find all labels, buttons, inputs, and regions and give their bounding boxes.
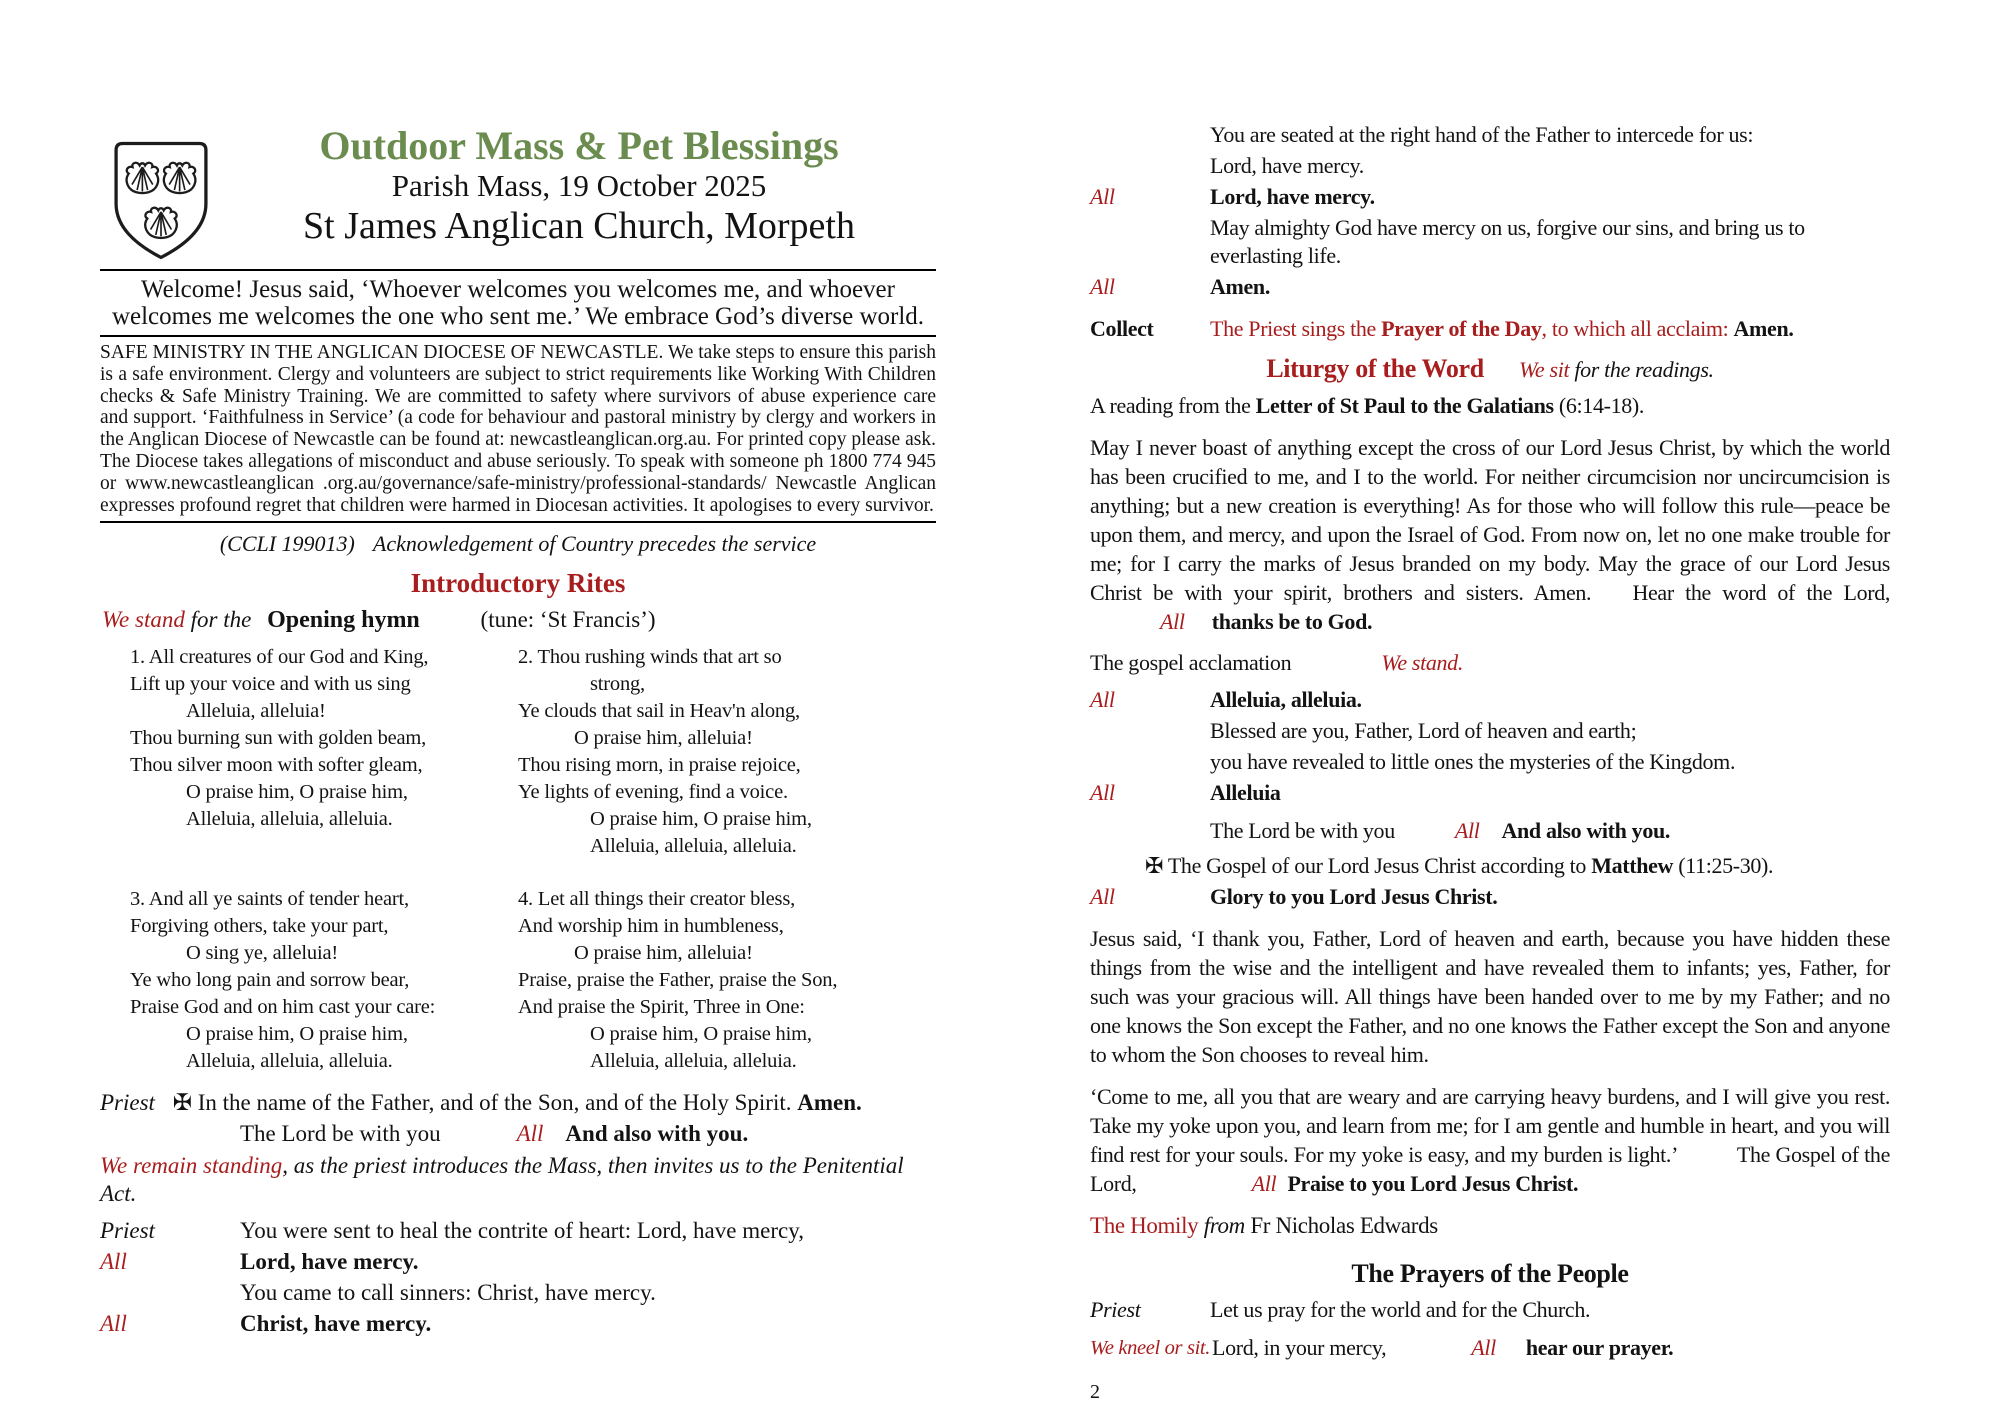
amen-response: Amen. (1733, 316, 1794, 341)
gospel-text-paragraph-2 (1090, 1082, 1890, 1198)
reading-reference: (6:14-18). (1558, 393, 1644, 418)
acclamation-verse: Blessed are you, Father, Lord of heaven and earth; (1210, 718, 1637, 743)
sign-of-cross-line (100, 1089, 936, 1117)
speaker-all: All (1090, 274, 1115, 299)
penitential-line (100, 1310, 936, 1338)
opening-hymn (100, 644, 936, 1075)
collect-line (1090, 315, 1890, 343)
speaker-priest: Priest (100, 1090, 155, 1116)
speaker-all: All (1454, 818, 1480, 843)
absolution-text: May almighty God have mercy on us, forgive our sins, and bring us to everlasting life. (1210, 215, 1805, 268)
hymn-line: O praise him, O praise him, (590, 808, 812, 831)
absolution-line (1090, 214, 1890, 270)
gospel-evangelist: Matthew (1591, 853, 1674, 878)
hymn-line: Praise God and on him cast your care: (130, 996, 436, 1019)
greeting-response: And also with you. (1501, 818, 1671, 843)
rubric-we-remain-standing: We remain standing (100, 1153, 283, 1179)
opening-hymn-rubric (102, 606, 936, 634)
gospel-intro-line (1090, 852, 1890, 880)
acclamation-line (1090, 717, 1890, 745)
section-heading-prayers-of-the-people: The Prayers of the People (1351, 1259, 1629, 1288)
greeting-text: The Lord be with you (1210, 818, 1395, 843)
ccli-acknowledgement-line (100, 530, 936, 558)
prayer-of-the-day: Prayer of the Day (1381, 316, 1542, 341)
scallop-shell-icon (164, 163, 196, 193)
rubric-for-the: for the (190, 607, 252, 633)
hymn-line: O praise him, O praise him, (186, 781, 408, 804)
thanks-response: thanks be to God. (1211, 609, 1373, 634)
acknowledgement-of-country: Acknowledgement of Country precedes the service (372, 531, 817, 557)
standing-rubric (100, 1152, 936, 1208)
penitential-line (100, 1217, 936, 1245)
glory-response: Glory to you Lord Jesus Christ. (1210, 884, 1498, 909)
acclamation-label: The gospel acclamation (1090, 650, 1292, 675)
in-the-name-text: ✠ In the name of the Father, and of the Son, and of the Holy Spirit. (172, 1090, 792, 1116)
hymn-line: Thou rising morn, in praise rejoice, (518, 754, 801, 777)
title-block (222, 110, 936, 248)
parish-crest-shield-icon (100, 138, 222, 264)
homily-label: The Homily (1090, 1213, 1199, 1238)
speaker-blank (100, 1279, 240, 1307)
prayers-response: hear our prayer. (1525, 1335, 1674, 1360)
reading-source: Letter of St Paul to the Galatians (1255, 393, 1554, 418)
amen-line (1090, 273, 1890, 301)
gospel-intro-pre: ✠ The Gospel of our Lord Jesus Christ according to (1145, 853, 1587, 878)
divider-rule (100, 335, 936, 337)
welcome-text: Welcome! Jesus said, ‘Whoever welcomes you welcomes me, and whoever welcomes me welcomes the one who sent me.’ We embrace God’s diverse world. (111, 276, 925, 330)
liturgy-of-the-word-heading (1090, 355, 1890, 384)
amen-response: Amen. (797, 1090, 862, 1116)
page-number: 2 (1090, 1381, 1100, 1403)
hymn-line: Ye lights of evening, find a voice. (518, 781, 788, 804)
acclamation-line (1090, 748, 1890, 776)
speaker-blank (1090, 121, 1210, 149)
hymn-line: Ye clouds that sail in Heav'n along, (518, 700, 800, 723)
speaker-blank (1090, 152, 1210, 180)
scallop-shell-icon (127, 163, 159, 193)
safe-ministry-notice: SAFE MINISTRY IN THE ANGLICAN DIOCESE OF NEWCASTLE. We take steps to ensure this parish is a safe environment. Clergy and volunteers are subject to strict requirements like Working With Children checks & Safe Ministry Training. We are committed to safety where survivors of abuse experience care and support. ‘Faithfulness in Service’ (a code for behaviour and pastoral ministry by clergy and workers in the Anglican Diocese of Newcastle can be found at: newcastleanglican.org.au. For printed copy please ask. The Diocese takes allegations of misconduct and abuse seriously. To speak with someone ph 1800 774 945 or www.newcastleanglican .org.au/governance/safe-ministry/professional-standards/ Newcastle Anglican expresses profound regret that children were harmed in Diocesan activities. It apologises to every survivor. (100, 342, 936, 516)
acclamation-verse: you have revealed to little ones the mysteries of the Kingdom. (1210, 749, 1736, 774)
church-name: St James Anglican Church, Morpeth (303, 205, 855, 247)
bulletin-header (100, 110, 936, 264)
gospel-acclamation-rubric (1090, 649, 1890, 677)
service-title: Outdoor Mass & Pet Blessings (319, 123, 839, 168)
speaker-all: All (1090, 184, 1115, 209)
section-heading-introductory-rites: Introductory Rites (410, 568, 626, 599)
hymn-line: Alleluia, alleluia, alleluia. (590, 1050, 797, 1073)
bulletin-left-page (100, 110, 936, 1338)
hymn-verse-3 (130, 886, 482, 1075)
collect-label: Collect (1090, 316, 1154, 341)
hymn-line: Alleluia, alleluia, alleluia. (186, 808, 393, 831)
collect-rubric-cont: , to which all acclaim: (1541, 316, 1729, 341)
penitential-line (100, 1279, 936, 1307)
penitential-response: Christ, have mercy. (240, 1311, 432, 1337)
alleluia-response: Alleluia, alleluia. (1210, 687, 1362, 712)
opening-hymn-label: Opening hymn (267, 607, 420, 634)
glory-line (1090, 883, 1890, 911)
speaker-blank (1090, 817, 1210, 845)
rubric-for-readings: for the readings. (1574, 357, 1714, 382)
speaker-blank (100, 1120, 240, 1148)
speaker-priest: Priest (100, 1218, 155, 1244)
greeting-line (100, 1120, 936, 1148)
speaker-priest: Priest (1090, 1297, 1141, 1322)
hymn-line: 2. Thou rushing winds that art so (518, 646, 782, 669)
hymn-line: And worship him in humbleness, (518, 915, 784, 938)
kyrie-line (1090, 152, 1890, 180)
gospel-reference: (11:25-30). (1678, 853, 1774, 878)
penitential-text: You came to call sinners: Christ, have mercy. (240, 1280, 656, 1306)
hymn-line: Thou burning sun with golden beam, (130, 727, 427, 750)
rubric-we-kneel-or-sit: We kneel or sit. (1090, 1337, 1211, 1359)
gospel-of-the-lord: The Gospel of the Lord, (1090, 1142, 1890, 1196)
scallop-shell-icon (145, 208, 177, 238)
penitential-text: You were sent to heal the contrite of heart: Lord, have mercy, (240, 1218, 804, 1244)
speaker-all: All (100, 1311, 127, 1337)
speaker-all: All (1090, 884, 1115, 909)
homily-preacher: Fr Nicholas Edwards (1250, 1213, 1438, 1238)
hymn-line: strong, (590, 673, 645, 696)
prayers-versicle: Lord, in your mercy, (1212, 1335, 1387, 1360)
speaker-blank (1090, 214, 1210, 270)
greeting-line (1090, 817, 1890, 845)
kyrie-line (1090, 121, 1890, 149)
collect-rubric: The Priest sings the (1210, 316, 1376, 341)
divider-rule (100, 269, 936, 271)
hymn-line: O sing ye, alleluia! (186, 942, 338, 965)
hymn-line: O praise him, alleluia! (574, 942, 753, 965)
hymn-line: 3. And all ye saints of tender heart, (130, 888, 409, 911)
acclamation-line (1090, 686, 1890, 714)
alleluia-response: Alleluia (1210, 780, 1281, 805)
speaker-all: All (1251, 1171, 1277, 1196)
hymn-line: Praise, praise the Father, praise the Son, (518, 969, 838, 992)
reading-intro-line (1090, 392, 1890, 420)
hymn-line: O praise him, O praise him, (590, 1023, 812, 1046)
section-heading-liturgy-of-the-word: Liturgy of the Word (1266, 354, 1484, 383)
homily-line (1090, 1212, 1890, 1240)
reading-body: May I never boast of anything except the cross of our Lord Jesus Christ, by which the world has been crucified to me, and I to the world. For neither circumcision nor uncircumcision is anything; but a new creation is everything! As for those who will follow this rule—peace be upon them, and mercy, and upon the Israel of God. From now on, let no one make trouble for me; for I carry the marks of Jesus branded on my body. May the grace of our Lord Jesus Christ be with your spirit, brothers and sisters. Amen. (1090, 435, 1890, 605)
speaker-all: All (100, 1249, 127, 1275)
rubric-we-stand: We stand (102, 607, 185, 633)
kyrie-response: Lord, have mercy. (1210, 184, 1375, 209)
amen-response: Amen. (1210, 274, 1270, 299)
greeting-response: And also with you. (565, 1121, 749, 1147)
praise-response: Praise to you Lord Jesus Christ. (1287, 1171, 1579, 1196)
hymn-line: Thou silver moon with softer gleam, (130, 754, 423, 777)
hymn-line: Alleluia, alleluia, alleluia. (590, 835, 797, 858)
penitential-response: Lord, have mercy. (240, 1249, 419, 1275)
speaker-blank (1090, 717, 1210, 745)
gospel-body: ‘Come to me, all you that are weary and are carrying heavy burdens, and I will give you rest. Take my yoke upon you, and learn from me; for I am gentle and humble in heart, and you will find rest for your souls. For my yoke is easy, and my burden is light.’ (1090, 1084, 1890, 1167)
hymn-line: 4. Let all things their creator bless, (518, 888, 796, 911)
hymn-line: Alleluia, alleluia! (186, 700, 326, 723)
rubric-we-sit: We sit (1518, 357, 1570, 382)
rubric-penitential-act: , as the priest introduces the Mass, then invites us to the Penitential Act. (100, 1153, 904, 1207)
hymn-line: 1. All creatures of our God and King, (130, 646, 429, 669)
hymn-verse-1 (130, 644, 482, 860)
hymn-tune: (tune: ‘St Francis’) (480, 607, 656, 633)
word-of-the-lord: Hear the word of the Lord, (1632, 580, 1890, 605)
ccli-code: (CCLI 199013) (219, 531, 355, 557)
rubric-we-stand: We stand. (1381, 650, 1463, 675)
hymn-line: Forgiving others, take your part, (130, 915, 389, 938)
hymn-line: Ye who long pain and sorrow bear, (130, 969, 410, 992)
gospel-text-paragraph-1: Jesus said, ‘I thank you, Father, Lord of heaven and earth, because you have hidden these things from the wise and the intelligent and have revealed them to infants; yes, Father, for such was your gracious will. All things have been handed over to me by my Father; and no one knows the Son except the Father, and no one knows the Father except the Son and anyone to whom the Son chooses to reveal him. (1090, 926, 1890, 1067)
hymn-line: Lift up your voice and with us sing (130, 673, 411, 696)
speaker-all: All (1160, 609, 1185, 634)
reading-intro-pre: A reading from the (1090, 393, 1251, 418)
homily-from: from (1203, 1213, 1245, 1238)
speaker-all: All (1090, 780, 1115, 805)
prayers-response-line (1090, 1334, 1890, 1362)
bulletin-right-page (1090, 118, 1890, 1406)
prayers-priest-line (1090, 1296, 1890, 1324)
hymn-line: Alleluia, alleluia, alleluia. (186, 1050, 393, 1073)
first-reading-text (1090, 433, 1890, 636)
speaker-all: All (516, 1121, 544, 1147)
speaker-all: All (1090, 687, 1115, 712)
hymn-verse-4 (518, 886, 936, 1075)
speaker-blank (1090, 748, 1210, 776)
kyrie-text: You are seated at the right hand of the Father to intercede for us: (1210, 122, 1754, 147)
kyrie-text: Lord, have mercy. (1210, 153, 1364, 178)
acclamation-line (1090, 779, 1890, 807)
greeting-text: The Lord be with you (240, 1121, 441, 1147)
hymn-line: And praise the Spirit, Three in One: (518, 996, 805, 1019)
prayers-bidding: Let us pray for the world and for the Church. (1210, 1297, 1591, 1322)
divider-rule (100, 521, 936, 523)
hymn-line: O praise him, O praise him, (186, 1023, 408, 1046)
speaker-all: All (1471, 1335, 1496, 1360)
service-date: Parish Mass, 19 October 2025 (391, 168, 767, 203)
shield-outline (116, 143, 206, 257)
hymn-line: O praise him, alleluia! (574, 727, 753, 750)
penitential-line (100, 1248, 936, 1276)
hymn-verse-2 (518, 644, 936, 860)
kyrie-response-line (1090, 183, 1890, 211)
